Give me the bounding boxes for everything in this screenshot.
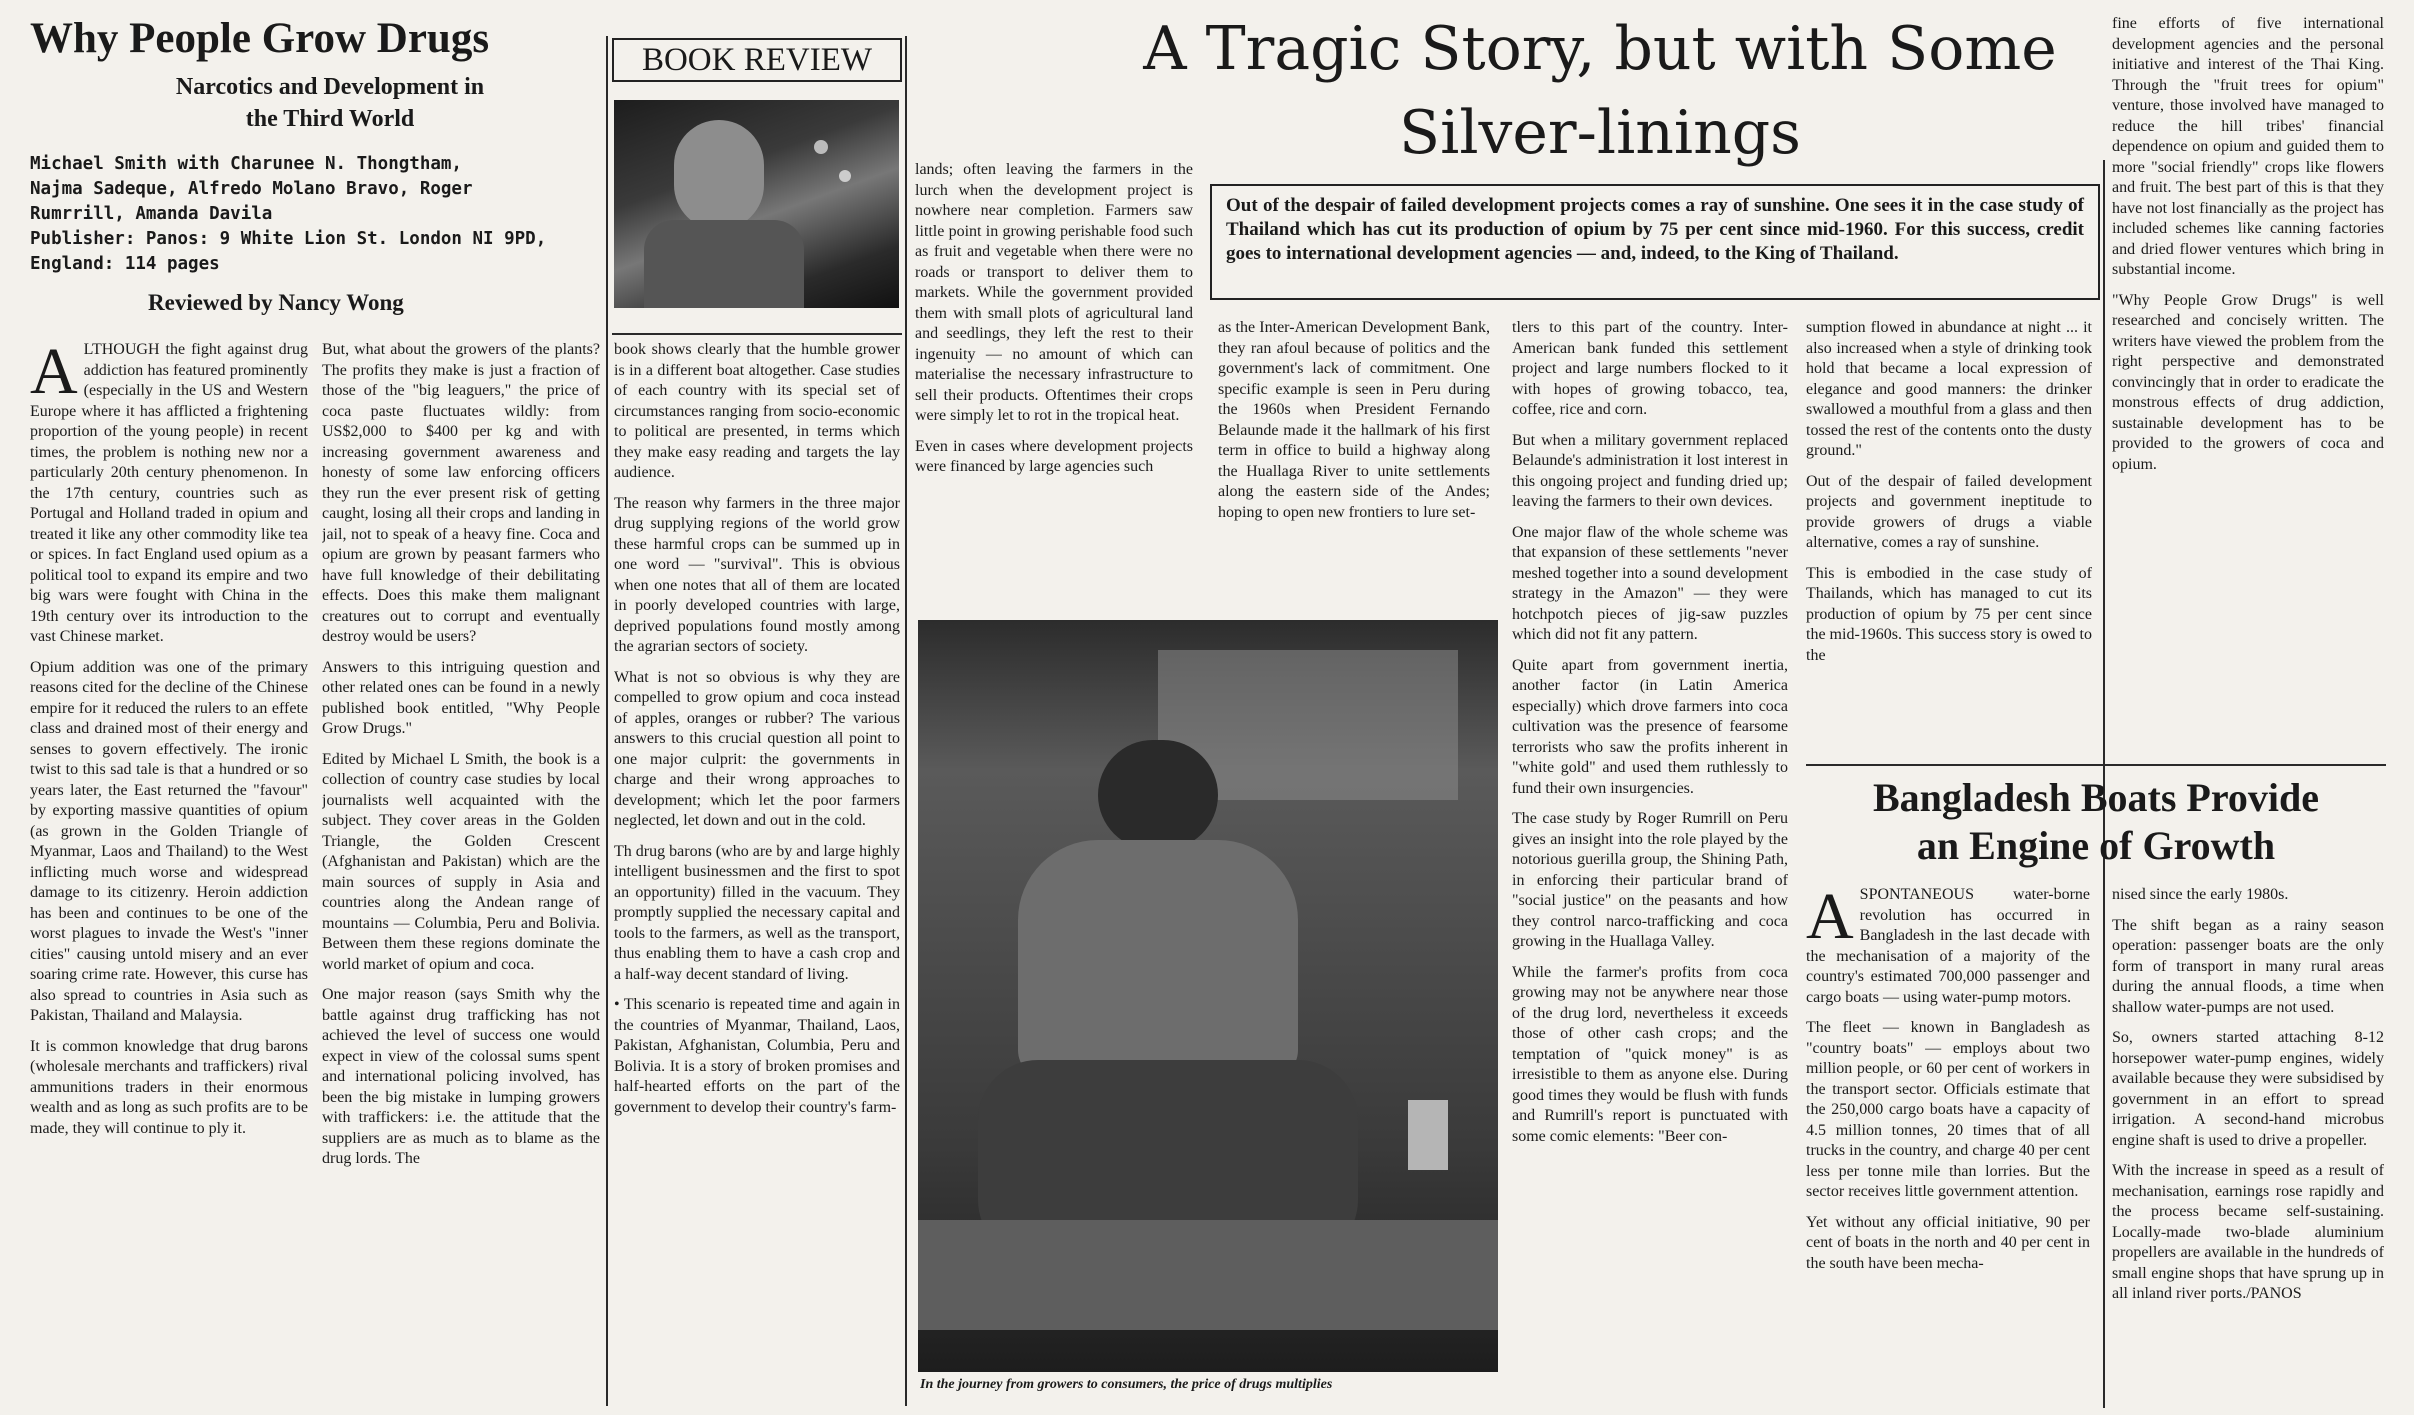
- tragic-column-4: [2112, 14, 2384, 734]
- tragic-column-2: [1512, 318, 1788, 1408]
- tragic-paragraph: Out of the despair of failed development projects and government ineptitude to provide growers of drugs a viable alternative, comes a ray of sunshine.: [1806, 472, 2092, 551]
- boats-dropcap: A: [1806, 885, 1854, 953]
- column-rule: [905, 36, 907, 1406]
- boats-headline-2: an Engine of Growth: [1916, 823, 2276, 868]
- review-paragraph: lands; often leaving the farmers in the lurch when the development project is nowhere near completion. Farmers saw little point in growing perishable food such as fruit and vegetable when there were no roads or transport to deliver them to markets. While the government provided them with small plots of agricultural land and seedlings, they left the rest to their ingenuity — no amount of which can materialise the necessary infrastructure to sell their products. Oftentimes their crops were simply let to rot in the tropical heat.: [915, 161, 1193, 424]
- review-paragraph: Th drug barons (who are by and large highly intelligent businessmen and the first to spot an opportunity) filled in the vacuum. They promptly supplied the necessary capital and tools to the farmers, as well as the transport, thus enabling them to have a cash crop and a half-way decent standard of living.: [614, 842, 900, 983]
- review-paragraph: book shows clearly that the humble grower is in a different boat altogether. Case studies of each country with its special set of circumstances ranging from socio-economic to political are presented, in terms which they make easy reading and targets the lay audience.: [614, 341, 900, 481]
- boats-column-1: [1806, 885, 2090, 1405]
- farmer-photo: [918, 620, 1498, 1372]
- review-column-1: [30, 340, 308, 1408]
- publisher-line-2: England: 114 pages: [30, 254, 220, 274]
- review-headline: Why People Grow Drugs: [30, 15, 490, 62]
- section-rule: [1806, 764, 2386, 766]
- tragic-column-3: [1806, 318, 2092, 758]
- boats-paragraph: SPONTANEOUS water-borne revolution has occurred in Bangladesh in the last decade with the mechanisation of a majority of the country's estimated 700,000 passenger and cargo boats — using water-pump motors.: [1806, 886, 2090, 1006]
- review-paragraph: The reason why farmers in the three major drug supplying regions of the world grow these harmful crops can be summed up in one word — "survival". This is obvious when one notes that all of them are located in poorly developed countries with large, deprived populations found mostly among the agrarian sectors of society.: [614, 494, 900, 655]
- review-column-4: [915, 160, 1193, 610]
- tragic-paragraph: Quite apart from government inertia, another factor (in Latin America especially) which drove farmers into coca cultivation was the presence of fearsome terrorists who saw the profits inherent in "white gold" and used them ruthlessly to fund their own insurgencies.: [1512, 656, 1788, 797]
- reviewer-byline: Reviewed by Nancy Wong: [148, 290, 404, 315]
- review-paragraph: Edited by Michael L Smith, the book is a collection of country case studies by local journalists well acquainted with the subject. They cover areas in the Golden Triangle, the Golden Crescent (Afghanistan and Pakistan) which are the main sources of supply in Asia and countries along the Andean range of mountains — Columbia, Peru and Bolivia. Between them these regions dominate the world market of opium and coca.: [322, 750, 600, 973]
- tragic-paragraph: sumption flowed in abundance at night ... it also increased when a style of drinking took hold that became a local expression of elegance and good manners: the drinker swallowed a mouthful from a glass and then tossed the rest of the contents onto the dusty ground.": [1806, 319, 2092, 459]
- review-paragraph: Answers to this intriguing question and other related ones can be found in a newly published book entitled, "Why People Grow Drugs.": [322, 658, 600, 737]
- credits-block: [30, 152, 610, 277]
- book-cover-photo: [614, 100, 899, 308]
- tragic-paragraph: This is embodied in the case study of Thailands, which has managed to cut its production of opium by 75 per cent since the mid-1960s. This success story is owed to the: [1806, 564, 2092, 664]
- tragic-paragraph: as the Inter-American Development Bank, they ran afoul because of politics and the government's lack of commitment. One specific example is seen in Peru during the 1960s when President Fernando Belaunde made it the hallmark of his first term in office to build a highway along the Huallaga River to unite settlements along the eastern side of the Andes; hoping to open new frontiers to lure set-: [1218, 319, 1490, 521]
- tragic-deck: [1210, 184, 2100, 300]
- tragic-paragraph: One major flaw of the whole scheme was that expansion of these settlements "never meshed together into a sound development strategy in the Amazon" — they were hotchpotch pieces of jig-saw puzzles which did not fit any pattern.: [1512, 523, 1788, 643]
- credits-line-3: Rumrrill, Amanda Davila: [30, 204, 273, 224]
- review-paragraph: What is not so obvious is why they are compelled to grow opium and coca instead of apples, oranges or rubber? The various answers to this crucial question all point to one major culprit: the governments in charge and their wrong approaches to development; which let the poor farmers neglected, let down and out in the cold.: [614, 668, 900, 829]
- credits-line-2: Najma Sadeque, Alfredo Molano Bravo, Roger: [30, 179, 473, 199]
- review-column-3: [614, 340, 900, 1408]
- book-review-label: BOOK REVIEW: [612, 38, 902, 82]
- column-rule: [606, 36, 608, 1406]
- review-subheadline-2: the Third World: [245, 106, 415, 132]
- review-dropcap: A: [30, 340, 78, 408]
- publisher-line-1: Publisher: Panos: 9 White Lion St. London NI 9PD,: [30, 229, 547, 249]
- boats-paragraph: Yet without any official initiative, 90 per cent of boats in the north and 40 per cent in the south have been mecha-: [1806, 1213, 2090, 1272]
- boats-column-2: [2112, 885, 2384, 1405]
- tragic-paragraph: While the farmer's profits from coca growing may not be anywhere near those of the drug lord, nevertheless it exceeds those of other cash crops; and the temptation of "quick money" is as irresistible to them as anyone else. During good times they would be flush with funds and Rumrill's report is punctuated with some comic elements: "Beer con-: [1512, 963, 1788, 1145]
- review-paragraph: LTHOUGH the fight against drug addiction has featured prominently (especially in the US and Western Europe where it has afflicted a frightening proportion of the young people) in recent times, the problem is nothing new nor a particularly 20th century phenomenon. In the 17th century, countries such as Portugal and Holland traded in opium and treated it like any other commodity like tea or spices. In fact England used opium as a political tool to expand its empire and two big wars were fought with China in the 19th century over its introduction to the vast Chinese market.: [30, 341, 308, 645]
- section-rule: [612, 333, 902, 335]
- review-paragraph: Even in cases where development projects were financed by large agencies such: [915, 437, 1193, 475]
- boats-paragraph: So, owners started attaching 8-12 horsepower water-pump engines, widely available because they were subsidised by government in an effort to spread irrigation. A second-hand microbus engine shaft is used to drive a propeller.: [2112, 1029, 2384, 1149]
- review-paragraph: But, what about the growers of the plants? The profits they make is just a fraction of those of the "big leaguers," the price of coca paste fluctuates wildly: from US$2,000 to $400 per kg and with increasing government awareness and honesty of some law enforcing officers they run the ever present risk of getting caught, losing all their crops and landing in jail, not to speak of a heavy fine. Coca and opium are grown by peasant farmers who have full knowledge of their debilitating effects. Does this make them malignant creatures out to corrupt and eventually destroy would be users?: [322, 341, 600, 645]
- boats-paragraph: The shift began as a rainy season operation: passenger boats are the only form of transport in many rural areas during the annual floods, a time when shallow water-pumps are not used.: [2112, 916, 2384, 1016]
- photo-caption: In the journey from growers to consumers, the price of drugs multiplies: [920, 1377, 1333, 1392]
- tragic-headline-1: A Tragic Story, but with Some: [1143, 14, 2057, 84]
- tragic-paragraph: tlers to this part of the country. Inter-American bank funded this settlement project and large numbers flocked to it with hopes of growing tobacco, tea, coffee, rice and corn.: [1512, 319, 1788, 418]
- tragic-paragraph: "Why People Grow Drugs" is well researched and concisely written. The writers have viewed the problem from the right perspective and demonstrated convincingly that in order to eradicate the monstrous effects of drug addiction, sustainable development has to be provided to the growers of coca and opium.: [2112, 291, 2384, 473]
- review-paragraph: One major reason (says Smith why the battle against drug trafficking has not achieved the level of success one would expect in view of the colossal sums spent and international policing involved, has been the big mistake in lumping growers with traffickers: i.e. the attitude that the suppliers are as much as to blame as the drug lords. The: [322, 986, 600, 1167]
- review-paragraph: • This scenario is repeated time and again in the countries of Myanmar, Thailand, Laos, Pakistan, Afghanistan, Columbia, Peru and Bolivia. It is a story of broken promises and half-hearted efforts on the part of the government to develop their country's farm-: [614, 996, 900, 1116]
- boats-paragraph: With the increase in speed as a result of mechanisation, earnings rose rapidly and the process became self-sustaining. Locally-made two-blade aluminium propellers are available in the hundreds of small engine shops that have sprung up in all inland river ports./PANOS: [2112, 1162, 2384, 1302]
- boats-paragraph: The fleet — known in Bangladesh as "country boats" — employs about two million people, or 60 per cent of workers in the transport sector. Officials estimate that the 250,000 cargo boats have a capacity of 4.5 million tonnes, 20 times that of all trucks in the country, and charge 40 per cent less per tonne mile than lorries. But the sector receives little government attention.: [1806, 1019, 2090, 1200]
- review-paragraph: Opium addition was one of the primary reasons cited for the decline of the Chinese empire for it reduced the rulers to an effete class and drained most of their energy and senses to govern effectively. The ironic twist to this sad tale is that a hundred or so years later, the East returned the "favour" by exporting massive quantities of opium (as grown in the Golden Triangle of Myanmar, Laos and Thailand) to the West inflicting much worse and widespread damage to its citizenry. Heroin addiction has been and continues to be one of the worst plagues to invade the West's "inner cities" causing untold misery and an ever soaring crime rate. However, this curse has also spread to countries in Asia such as Pakistan, Thailand and Malaysia.: [30, 658, 308, 1024]
- tragic-headline-2: Silver-linings: [1399, 98, 1801, 168]
- review-paragraph: It is common knowledge that drug barons (wholesale merchants and traffickers) rival ammunitions traders in their enormous wealth and as long as such profits are to be made, they will continue to ply it.: [30, 1037, 308, 1137]
- tragic-paragraph: The case study by Roger Rumrill on Peru gives an insight into the role played by the notorious guerilla group, the Shining Path, in enforcing their particular brand of "social justice" on the peasants and how they control narco-trafficking and coca growing in the Huallaga Valley.: [1512, 810, 1788, 950]
- boats-paragraph: nised since the early 1980s.: [2112, 886, 2289, 903]
- boats-headline-1: Bangladesh Boats Provide: [1873, 775, 2319, 820]
- tragic-deck-text: Out of the despair of failed development projects comes a ray of sunshine. One sees it in the case study of Thailand which has cut its production of opium by 75 per cent since mid-1960. For this success, credit goes to international development agencies — and, indeed, to the King of Thailand.: [1226, 195, 2084, 264]
- review-subheadline-1: Narcotics and Development in: [175, 74, 485, 100]
- tragic-paragraph: But when a military government replaced Belaunde's administration it lost interest in this ongoing project and funding dried up; leaving the farmers to their own devices.: [1512, 431, 1788, 510]
- tragic-column-1: [1218, 318, 1490, 618]
- review-column-2: [322, 340, 600, 1408]
- credits-line-1: Michael Smith with Charunee N. Thongtham,: [30, 154, 462, 174]
- tragic-paragraph: fine efforts of five international development agencies and the personal initiative and interest of the Thai King. Through the "fruit trees for opium" venture, those involved have managed to reduce the hill tribes' financial dependence on opium and guided them to more "social friendly" crops like flowers and fruit. The best part of this is that they have not lost financially as the project has included schemes like canning factories and dried flower ventures which bring in substantial income.: [2112, 15, 2384, 278]
